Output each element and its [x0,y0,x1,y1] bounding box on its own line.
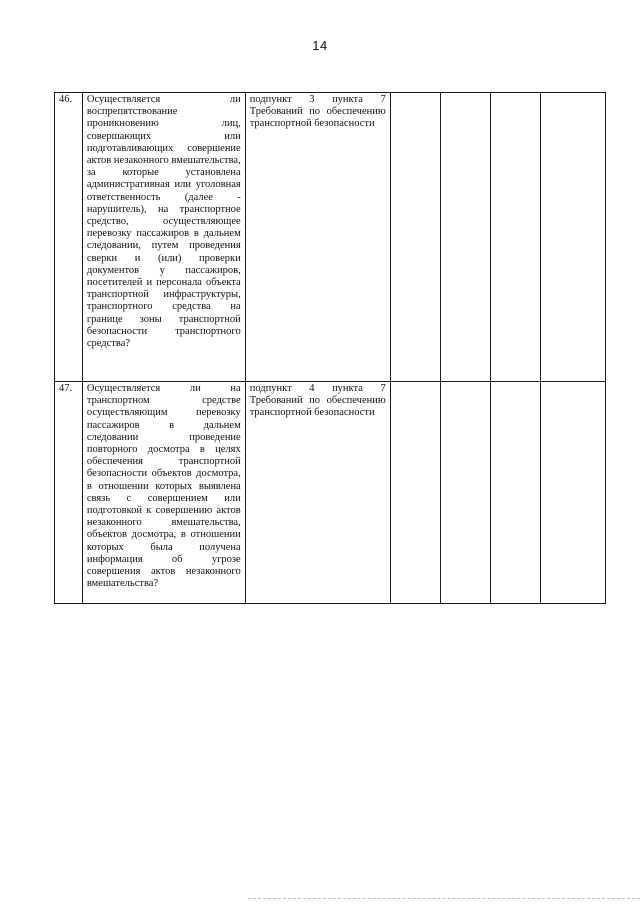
question-text: Осуществляется ли на транспортном средстве осуществляющим перевозку пассажиров в дальнем следовании проведение повторного досмотра в целях обеспечения транспортной безопасности объектов досмотра, в отношении которых выявлена связь с совершением или подготовкой к совершению актов незаконного вмешательства, объектов досмотра, в отношении которых была получена информация об угрозе совершения актов незаконного вмешательства? [82,382,245,604]
legal-reference: подпункт 3 пункта 7 Требований по обеспечению транспортной безопасности [245,93,390,382]
row-number: 46. [55,93,83,382]
empty-cell [541,93,606,382]
empty-cell [491,93,541,382]
empty-cell [390,382,440,604]
page-number: 14 [312,38,328,53]
question-text: Осуществляется ли воспрепятствование проникновению лиц, совершающих или подготавливающих совершение актов незаконного вмешательства, за которые установлена административная или уголовная ответственность (далее - нарушитель), на транспортное средство, осуществляющее перевозку пассажиров в дальнем следовании, путем проведения сверки и (или) проверки документов у пассажиров, посетителей и персонала объекта транспортной инфраструктуры, транспортного средства на границе зоны транспортной безопасности транспортного средства? [82,93,245,382]
table-row [55,93,606,382]
legal-reference: подпункт 4 пункта 7 Требований по обеспечению транспортной безопасности [245,382,390,604]
empty-cell [440,93,490,382]
empty-cell [491,382,541,604]
checklist-table [54,92,606,604]
row-number: 47. [55,382,83,604]
empty-cell [390,93,440,382]
empty-cell [541,382,606,604]
scan-edge-line [248,898,640,899]
table-row [55,382,606,604]
empty-cell [440,382,490,604]
